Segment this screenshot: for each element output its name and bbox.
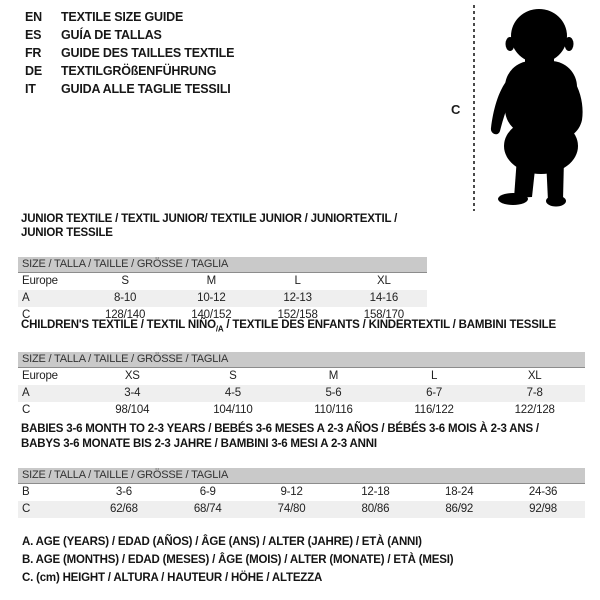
table-row-age-years [18, 290, 427, 307]
age-cell: 9-12 [280, 486, 303, 498]
language-row-fr [25, 44, 234, 62]
toddler-silhouette-image [483, 6, 597, 208]
footnote-age-years: A. AGE (YEARS) / EDAD (AÑOS) / ÂGE (ANS) / ALTER (JAHRE) / ETÀ (ANNI) [22, 536, 422, 548]
size-cell: XL [527, 370, 542, 383]
size-header-bar: SIZE / TALLA / TAILLE / GRÖSSE / TAGLIA [18, 352, 585, 368]
height-measure-label: C [451, 102, 461, 117]
height-cell: 122/128 [514, 404, 555, 417]
language-row-it [25, 80, 234, 98]
language-code: ES [25, 28, 42, 42]
size-header-bar: SIZE / TALLA / TAILLE / GRÖSSE / TAGLIA [18, 468, 585, 484]
row-label: A [22, 387, 30, 400]
size-cell: M [206, 275, 217, 287]
table-row-europe [18, 368, 585, 385]
age-cell: 18-24 [445, 486, 474, 498]
guide-title: TEXTILE SIZE GUIDE [61, 10, 184, 24]
language-row-en [25, 8, 234, 26]
language-title-list [25, 8, 234, 98]
age-cell: 10-12 [197, 292, 226, 304]
height-cell: 152/158 [277, 309, 318, 321]
row-label: A [22, 292, 30, 304]
age-cell: 5-6 [325, 387, 342, 400]
height-cell: 98/104 [115, 404, 150, 417]
language-row-de [25, 62, 234, 80]
size-header-bar: SIZE / TALLA / TAILLE / GRÖSSE / TAGLIA [18, 257, 427, 273]
children-textile-section [18, 318, 585, 419]
row-label: Europe [22, 275, 58, 287]
age-cell: 6-9 [199, 486, 216, 498]
language-code: EN [25, 10, 42, 24]
height-cell: 62/68 [110, 503, 138, 515]
table-row-age-months [18, 484, 585, 501]
age-cell: 6-7 [426, 387, 443, 400]
guide-title: GUIDA ALLE TAGLIE TESSILI [61, 82, 231, 96]
size-cell: M [328, 370, 339, 383]
language-row-es [25, 26, 234, 44]
row-label: C [22, 503, 31, 515]
table-row-age-years [18, 385, 585, 402]
guide-title: TEXTILGRÖßENFÜHRUNG [61, 64, 217, 78]
babies-size-table [18, 468, 585, 518]
guide-title: GUIDE DES TAILLES TEXTILE [61, 46, 235, 60]
title-text: CHILDREN'S TEXTILE / TEXTIL NIÑO [21, 319, 216, 331]
title-line-1: BABIES 3-6 MONTH TO 2-3 YEARS / BEBÉS 3-6 MESES A 2-3 AÑOS / BÉBÉS 3-6 MOIS À 2-3 ANS / [21, 423, 539, 435]
language-code: IT [25, 82, 36, 96]
height-cell: 110/116 [314, 404, 353, 417]
height-cell: 86/92 [445, 503, 474, 515]
language-code: FR [25, 46, 42, 60]
age-cell: 24-36 [528, 486, 558, 498]
children-size-table [18, 352, 585, 419]
row-label: Europe [22, 370, 58, 383]
height-cell: 140/152 [191, 309, 232, 321]
age-cell: 14-16 [369, 292, 399, 304]
table-row-height-cm [18, 501, 585, 518]
footnote-age-months: B. AGE (MONTHS) / EDAD (MESES) / ÂGE (MOIS) / ALTER (MONATE) / ETÀ (MESI) [22, 554, 454, 566]
age-cell: 4-5 [224, 387, 241, 400]
age-cell: 8-10 [114, 292, 137, 304]
children-table-title [18, 318, 585, 336]
row-label: C [22, 309, 31, 321]
babies-table-title [18, 422, 585, 452]
height-cell: 74/80 [277, 503, 306, 515]
height-cell: 158/170 [363, 309, 404, 321]
size-cell: XS [124, 370, 140, 383]
size-cell: L [430, 370, 438, 383]
language-code: DE [25, 64, 42, 78]
age-cell: 12-18 [361, 486, 390, 498]
table-row-europe [18, 273, 427, 290]
height-cell: 104/110 [213, 404, 253, 417]
row-label: B [22, 486, 30, 498]
age-cell: 3-6 [115, 486, 132, 498]
title-subscript: /A [215, 324, 224, 334]
title-line-2: BABYS 3-6 MONATE BIS 2-3 JAHRE / BAMBINI 3-6 MESI A 2-3 ANNI [21, 438, 377, 450]
age-cell: 12-13 [283, 292, 312, 304]
age-cell: 3-4 [124, 387, 141, 400]
guide-title: GUÍA DE TALLAS [61, 28, 162, 42]
junior-size-table [18, 257, 427, 324]
age-cell: 7-8 [526, 387, 543, 400]
junior-table-title: JUNIOR TEXTILE / TEXTIL JUNIOR/ TEXTILE JUNIOR / JUNIORTEXTIL / JUNIOR TESSILE [21, 213, 398, 239]
size-cell: L [294, 275, 301, 287]
height-cell: 116/122 [414, 404, 454, 417]
height-measure-dashed-line [473, 5, 475, 211]
height-cell: 128/140 [105, 309, 146, 321]
height-cell: 68/74 [193, 503, 222, 515]
babies-textile-section [18, 422, 585, 518]
height-cell: 80/86 [361, 503, 390, 515]
size-cell: XL [377, 275, 391, 287]
legend-footnotes [22, 533, 453, 587]
height-cell: 92/98 [529, 503, 557, 515]
footnote-height-cm: C. (cm) HEIGHT / ALTURA / HAUTEUR / HÖHE / ALTEZZA [22, 572, 323, 584]
row-label: C [22, 404, 31, 417]
table-row-height-cm [18, 402, 585, 419]
size-cell: S [121, 275, 129, 287]
size-cell: S [229, 370, 237, 383]
junior-textile-section [18, 212, 427, 324]
title-text: / TEXTILE DES ENFANTS / KINDERTEXTIL / BAMBINI TESSILE [223, 319, 556, 331]
